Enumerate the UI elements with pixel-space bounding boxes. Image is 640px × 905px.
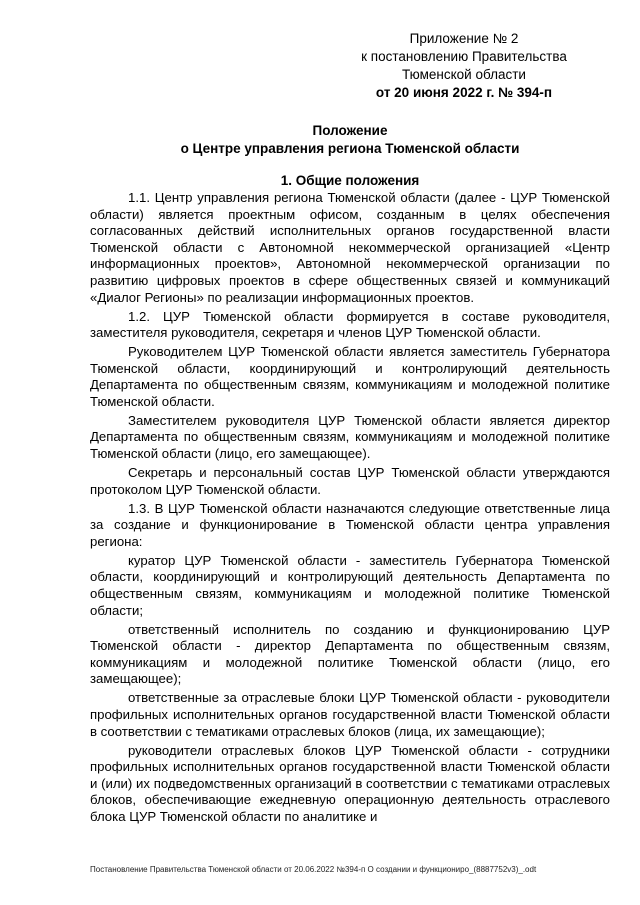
paragraph: Руководителем ЦУР Тюменской области является заместитель Губернатора Тюменской области, координирующий и контролирующий деятельность Департамента по общественным связям, коммуникациям и молодежной политике Тюменской области.	[90, 344, 610, 409]
section-heading: 1. Общие положения	[280, 173, 420, 188]
appendix-header	[334, 30, 594, 102]
paragraph: Заместителем руководителя ЦУР Тюменской области является директор Департамента по общественным связям, коммуникациям и молодежной политике Тюменской области (лицо, его замещающее).	[90, 412, 610, 462]
appendix-line-1: Приложение № 2	[409, 31, 519, 46]
document-title-line-1: Положение	[312, 123, 388, 138]
appendix-line-3: Тюменской области	[402, 67, 526, 82]
file-footer: Постановление Правительства Тюменской области от 20.06.2022 №394-п О создании и функциониро_(8887752v3)_.odt	[90, 865, 537, 874]
appendix-date-number: от 20 июня 2022 г. № 394-п	[375, 85, 553, 100]
appendix-line-2: к постановлению Правительства	[361, 49, 567, 64]
paragraph: 1.1. Центр управления региона Тюменской области (далее - ЦУР Тюменской области) является проектным офисом, созданным в целях обеспечения согласованных действий исполнительных органов государственной власти Тюменской области с Автономной некоммерческой организацией «Центр информационных проектов», Автономной некоммерческой организации по развитию цифровых проектов в сфере общественных связей и коммуникаций «Диалог Регионы» по реализации информационных проектов.	[90, 190, 610, 305]
document-title	[90, 122, 610, 158]
paragraph: ответственный исполнитель по созданию и функционированию ЦУР Тюменской области - директор Департамента по общественным связям, коммуникациям и молодежной политике Тюменской области (лицо, его замещающее);	[90, 621, 610, 687]
document-title-line-2: о Центре управления региона Тюменской области	[180, 141, 520, 156]
document-body	[90, 190, 610, 828]
paragraph: 1.3. В ЦУР Тюменской области назначаются следующие ответственные лица за создание и функционирование в Тюменской области центра управления региона:	[90, 500, 610, 549]
paragraph: Секретарь и персональный состав ЦУР Тюменской области утверждаются протоколом ЦУР Тюменской области.	[90, 465, 610, 497]
paragraph: куратор ЦУР Тюменской области - заместитель Губернатора Тюменской области, координирующий и контролирующий деятельность Департамента по общественным связям, коммуникациям и молодежной политике Тюменской области;	[90, 552, 610, 618]
paragraph: ответственные за отраслевые блоки ЦУР Тюменской области - руководители профильных исполнительных органов государственной власти Тюменской области в соответствии с тематиками отраслевых блоков (лица, их замещающие);	[90, 690, 610, 739]
paragraph: 1.2. ЦУР Тюменской области формируется в составе руководителя, заместителя руководителя, секретаря и членов ЦУР Тюменской области.	[90, 308, 610, 341]
paragraph: руководители отраслевых блоков ЦУР Тюменской области - сотрудники профильных исполнительных органов государственной власти Тюменской области и (или) их подведомственных организаций в соответствии с тематиками отраслевых блоков, обеспечивающие ежедневную операционную деятельность отраслевого блока ЦУР Тюменской области по аналитике и	[90, 742, 610, 824]
